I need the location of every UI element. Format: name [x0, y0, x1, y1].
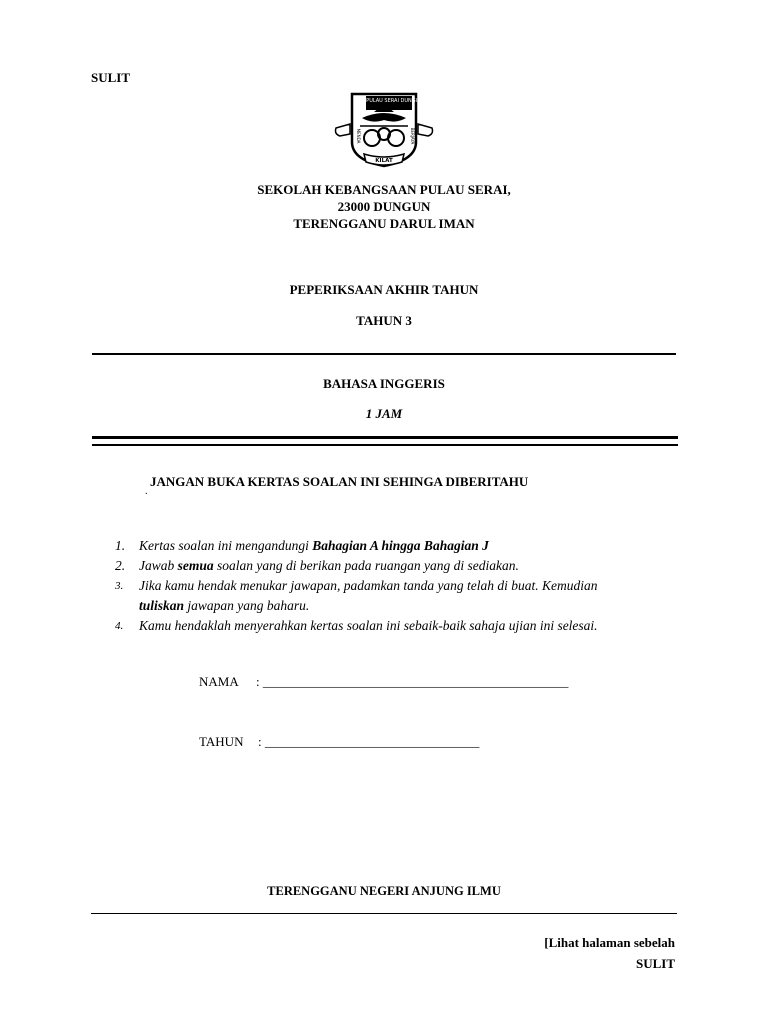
instruction-item — [115, 576, 679, 596]
name-field-line[interactable]: : _______________________________________________ — [256, 674, 569, 689]
divider-rule — [92, 353, 676, 355]
instruction-number: 3. — [115, 580, 124, 592]
crest-side-right-text: BERJAYA — [410, 127, 415, 145]
instruction-number: 1. — [115, 538, 126, 553]
classification-bottom: SULIT — [635, 956, 675, 971]
crest-motto-text: KILAT — [375, 158, 393, 164]
instruction-emphasis: Bahagian A hingga Bahagian J — [312, 538, 489, 553]
instruction-text: Jika kamu hendak menukar jawapan, padamkan tanda yang telah di buat. Kemudian — [139, 578, 598, 593]
instruction-item — [115, 556, 679, 576]
exam-subject: BAHASA INGGERIS — [323, 376, 445, 391]
instruction-number — [115, 596, 139, 616]
instruction-item — [115, 536, 679, 556]
instruction-emphasis: tuliskan — [139, 598, 185, 613]
footer-motto: TERENGGANU NEGERI ANJUNG ILMU — [267, 884, 501, 898]
school-name: SEKOLAH KEBANGSAAN PULAU SERAI, — [257, 182, 511, 197]
exam-duration: 1 JAM — [365, 406, 403, 421]
instruction-number: 2. — [115, 558, 126, 573]
instruction-text: Kertas soalan ini mengandungi — [139, 538, 313, 553]
instruction-item — [115, 616, 679, 636]
classification-top: SULIT — [91, 70, 131, 85]
next-page-note: [Lihat halaman sebelah — [544, 935, 675, 950]
instruction-item-continued — [115, 596, 679, 616]
instruction-text-end: soalan yang di berikan pada ruangan yang di sediakan. — [213, 558, 519, 573]
warning-mark: . — [145, 486, 148, 497]
instruction-emphasis: semua — [177, 558, 214, 573]
school-crest-logo — [334, 90, 434, 170]
year-field-line[interactable]: : _________________________________ — [258, 734, 480, 749]
instruction-text-end: jawapan yang baharu. — [184, 598, 310, 613]
exam-title: PEPERIKSAAN AKHIR TAHUN — [289, 282, 479, 297]
instruction-number: 4. — [115, 620, 124, 632]
exam-year: TAHUN 3 — [356, 313, 412, 328]
double-divider-rule — [92, 436, 678, 446]
instruction-text: Kamu hendaklah menyerahkan kertas soalan ini sebaik-baik sahaja ujian ini selesai. — [139, 618, 598, 633]
footer-rule — [91, 913, 677, 914]
crest-banner-text: S.K. PULAU SERAI DUNGUN — [354, 98, 424, 104]
name-field-label: NAMA — [199, 674, 239, 689]
crest-side-left-text: MENDA — [356, 128, 361, 144]
warning-text: JANGAN BUKA KERTAS SOALAN INI SEHINGA DIBERITAHU — [150, 474, 529, 489]
instructions-list — [115, 536, 679, 636]
school-state: TERENGGANU DARUL IMAN — [293, 216, 475, 231]
year-field-label: TAHUN — [199, 734, 244, 749]
school-postcode-city: 23000 DUNGUN — [337, 199, 431, 214]
instruction-text: Jawab — [139, 558, 178, 573]
